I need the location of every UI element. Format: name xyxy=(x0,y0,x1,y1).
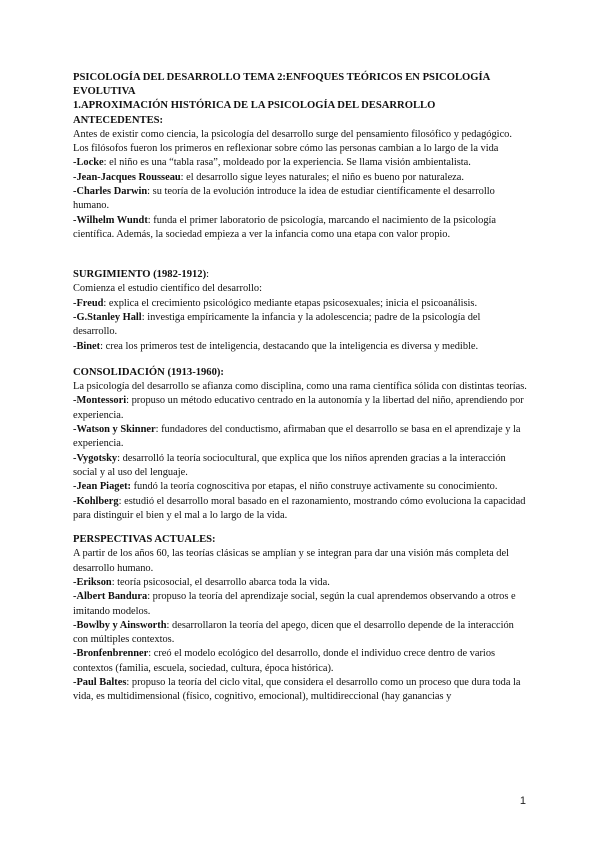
list-item xyxy=(73,590,527,619)
author-description: : desarrollaron la teoría del apego, dicen que el desarrollo depende de la interacción con múltiples contextos. xyxy=(73,619,514,646)
list-item xyxy=(73,297,527,311)
author-name: -Bowlby y Ainsworth xyxy=(73,619,167,631)
author-description: : creó el modelo ecológico del desarrollo, donde el individuo crece dentro de varios contextos (familia, escuela, sociedad, cultura, época histórica). xyxy=(73,648,496,674)
list-item xyxy=(73,394,527,423)
section-antecedentes xyxy=(73,114,527,243)
page-number: 1 xyxy=(519,795,526,807)
author-description: : propuso un método educativo centrado en la autonomía y la libertad del niño, aprendiendo por experiencia. xyxy=(73,395,524,421)
author-description: : teoría psicosocial, el desarrollo abarca toda la vida. xyxy=(111,576,330,588)
author-name: -Bronfenbrenner xyxy=(73,648,149,660)
author-name: -Montessori xyxy=(73,395,127,407)
list-item xyxy=(73,171,527,185)
list-item xyxy=(73,619,527,648)
author-description: : estudió el desarrollo moral basado en el razonamiento, mostrando cómo evoluciona la capacidad para distinguir el bien y el mal a lo largo de la vida. xyxy=(73,495,526,521)
author-name: -Wilhelm Wundt xyxy=(73,214,148,226)
list-item xyxy=(73,495,527,524)
list-item xyxy=(73,423,527,452)
author-name: -Jean Piaget: xyxy=(73,481,131,493)
list-item xyxy=(73,156,527,170)
section-heading-suffix: : xyxy=(206,269,210,281)
author-description: : crea los primeros test de inteligencia, destacando que la inteligencia es diversa y medible. xyxy=(100,340,479,352)
list-item xyxy=(73,452,527,481)
author-name: -Charles Darwin xyxy=(73,186,148,197)
list-item xyxy=(73,214,527,243)
author-name: -Erikson xyxy=(73,576,112,588)
section-intro: Comienza el estudio científico del desarrollo: xyxy=(73,283,262,295)
author-description: : fundadores del conductismo, afirmaban que el desarrollo se basa en el aprendizaje y la experiencia. xyxy=(73,424,521,450)
section-intro: Antes de existir como ciencia, la psicología del desarrollo surge del pensamiento filosófico y pedagógico. Los filósofos fueron los primeros en reflexionar sobre cómo las personas cambian a lo largo de la vida xyxy=(73,128,512,155)
author-name: -Jean-Jacques Rousseau xyxy=(73,171,181,183)
section-heading: PERSPECTIVAS ACTUALES: xyxy=(73,534,216,546)
list-item xyxy=(73,576,527,590)
author-name: -Binet xyxy=(73,340,101,352)
document-body xyxy=(73,71,527,705)
list-item xyxy=(73,185,527,214)
author-description: : investiga empíricamente la infancia y la adolescencia; padre de la psicología del desarrollo. xyxy=(73,312,481,338)
list-item xyxy=(73,676,527,705)
author-name: -Kohlberg xyxy=(73,495,119,507)
list-item xyxy=(73,480,527,494)
document-title: PSICOLOGÍA DEL DESARROLLO TEMA 2:ENFOQUES TEÓRICOS EN PSICOLOGÍA EVOLUTIVA xyxy=(73,72,490,98)
author-description: : el desarrollo sigue leyes naturales; el niño es bueno por naturaleza. xyxy=(180,171,465,183)
author-name: -Vygotsky xyxy=(73,452,118,464)
author-name: -Paul Baltes xyxy=(73,677,127,689)
section-consolidacion xyxy=(73,366,527,523)
list-item xyxy=(73,311,527,340)
document-subtitle: 1.APROXIMACIÓN HISTÓRICA DE LA PSICOLOGÍA DEL DESARROLLO xyxy=(73,100,436,112)
author-name: -Freud xyxy=(73,297,104,309)
author-name: -Locke xyxy=(73,157,104,169)
author-description: : funda el primer laboratorio de psicología, marcando el nacimiento de la psicología científica. Además, la sociedad empieza a ver la infancia como una etapa con valor propio. xyxy=(73,214,497,240)
author-description: : explica el crecimiento psicológico mediante etapas psicosexuales; inicia el psicoanálisis. xyxy=(103,297,478,309)
author-description: : propuso la teoría del ciclo vital, que considera el desarrollo como un proceso que dura toda la vida, es multidimensional (físico, cognitivo, emocional), multidireccional (hay ganancias y xyxy=(73,677,521,703)
author-description: : su teoría de la evolución introduce la idea de estudiar científicamente el desarrollo humano. xyxy=(73,186,495,212)
section-surgimiento xyxy=(73,268,527,354)
author-name: -Watson y Skinner xyxy=(73,424,156,436)
author-description: : propuso la teoría del aprendizaje social, según la cual aprendemos observando a otros e imitando modelos. xyxy=(73,591,516,617)
section-intro: La psicología del desarrollo se afianza como disciplina, como una rama científica sólida con distintas teorías. xyxy=(73,381,527,393)
section-heading: SURGIMIENTO (1982-1912) xyxy=(73,269,207,281)
section-perspectivas-actuales xyxy=(73,533,527,704)
section-heading: ANTECEDENTES: xyxy=(73,114,164,126)
author-description: : el niño es una “tabla rasa”, moldeado por la experiencia. Se llama visión ambientalista. xyxy=(103,157,471,169)
section-heading: CONSOLIDACIÓN (1913-1960): xyxy=(73,366,224,378)
author-name: -G.Stanley Hall xyxy=(73,312,142,324)
author-name: -Albert Bandura xyxy=(73,591,148,603)
section-intro: A partir de los años 60, las teorías clásicas se amplían y se integran para dar una visión más completa del desarrollo humano. xyxy=(73,548,509,574)
list-item xyxy=(73,647,527,676)
author-description: : desarrolló la teoría sociocultural, que explica que los niños aprenden gracias a la interacción social y al uso del lenguaje. xyxy=(73,452,506,478)
author-description: fundó la teoría cognoscitiva por etapas, el niño construye activamente su conocimiento. xyxy=(131,481,498,493)
section-heading-line xyxy=(73,268,527,282)
list-item xyxy=(73,340,527,354)
